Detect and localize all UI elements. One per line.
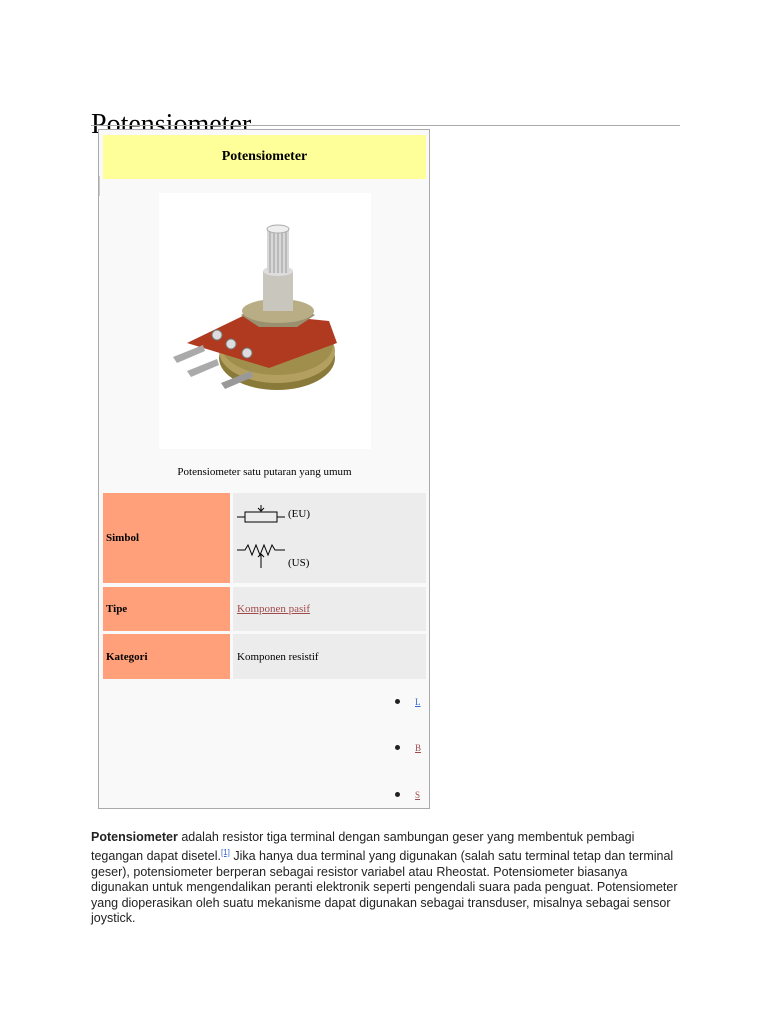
resistor-us-symbol-icon bbox=[237, 544, 285, 568]
nav-item-b bbox=[395, 742, 421, 753]
bullet-icon bbox=[395, 699, 400, 704]
komponen-pasif-link[interactable]: Komponen pasif bbox=[237, 603, 311, 615]
article-rest: Jika hanya dua terminal yang digunakan (salah satu terminal tetap dan terminal geser), potensiometer berperan sebagai resistor variabel atau Rheostat. Potensiometer biasanya digunakan untuk mengendalikan peranti elektronik seperti pengendali suara pada penguat. Potensiometer yang dioperasikan oleh suatu mekanisme dapat digunakan sebagai transduser, misalnya sebagai sensor joystick. bbox=[91, 849, 678, 926]
nav-link-s[interactable]: S bbox=[415, 789, 421, 800]
row-value-simbol bbox=[233, 493, 426, 583]
row-value-kategori: Komponen resistif bbox=[233, 634, 426, 679]
potentiometer-photo[interactable] bbox=[159, 193, 371, 449]
infobox-row-tipe bbox=[103, 587, 426, 631]
symbol-eu bbox=[237, 505, 310, 523]
infobox-row-kategori bbox=[103, 634, 426, 679]
bullet-icon bbox=[395, 745, 400, 750]
article-intro-paragraph bbox=[91, 830, 686, 927]
infobox-row-simbol bbox=[103, 493, 426, 583]
row-label-simbol: Simbol bbox=[103, 493, 230, 583]
infobox-header: Potensiometer bbox=[103, 135, 426, 179]
potentiometer-image bbox=[159, 193, 371, 449]
resistor-eu-symbol-icon bbox=[237, 505, 285, 523]
bullet-icon bbox=[395, 792, 400, 797]
symbol-us bbox=[237, 543, 309, 569]
article-term: Potensiometer bbox=[91, 829, 178, 844]
image-caption: Potensiometer satu putaran yang umum bbox=[177, 466, 352, 478]
symbol-eu-label: (EU) bbox=[288, 508, 310, 520]
article-intro: adalah resistor tiga terminal dengan sambungan geser yang membentuk pembagi tegangan dapat disetel. bbox=[91, 829, 635, 864]
row-value-tipe bbox=[233, 587, 426, 631]
row-label-tipe: Tipe bbox=[103, 587, 230, 631]
nav-item-s bbox=[395, 789, 420, 800]
title-divider bbox=[91, 125, 680, 126]
nav-item-l bbox=[395, 696, 421, 707]
reference-link[interactable]: [1] bbox=[220, 848, 230, 857]
symbol-us-label: (US) bbox=[288, 557, 310, 569]
row-label-kategori: Kategori bbox=[103, 634, 230, 679]
infobox-edge-line bbox=[99, 176, 100, 196]
infobox bbox=[98, 129, 430, 809]
nav-link-b[interactable]: B bbox=[415, 742, 422, 753]
nav-link-l[interactable]: L bbox=[415, 696, 421, 707]
